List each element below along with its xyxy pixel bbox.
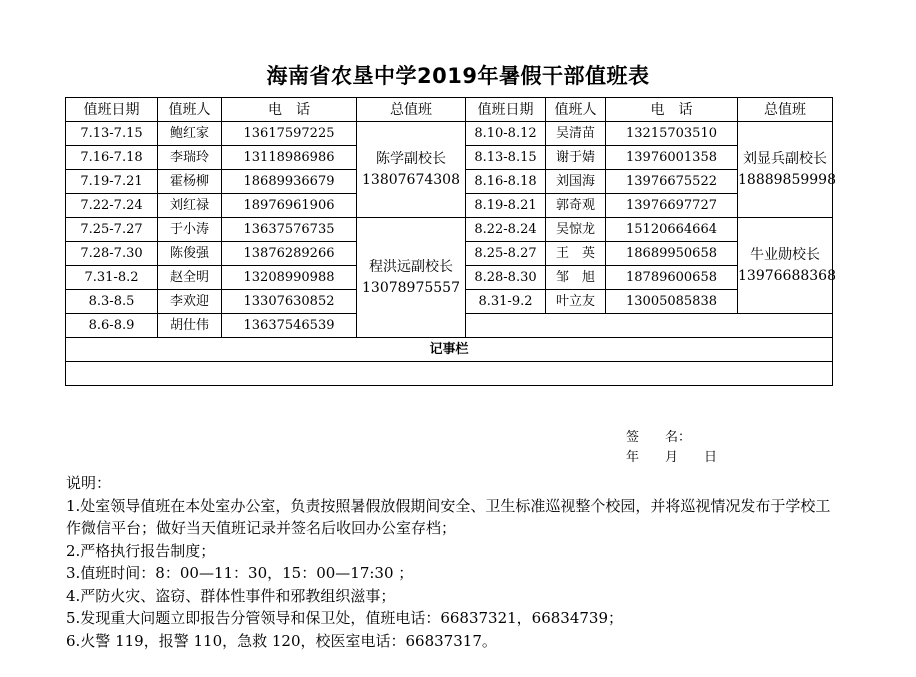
duty-phone: 13976001358 xyxy=(606,146,738,170)
explanation-heading: 说明： xyxy=(66,474,112,492)
explanation-item: 3.值班时间：8：00—11：30，15：00—17:30 ； xyxy=(66,564,414,582)
table-row xyxy=(66,218,833,242)
sign-date-label: 年 月 日 xyxy=(626,450,718,465)
header-date: 值班日期 xyxy=(66,98,158,122)
header-person: 值班人 xyxy=(546,98,606,122)
supervisor-phone: 18889859998 xyxy=(738,171,836,188)
duty-date: 7.13-7.15 xyxy=(66,122,158,146)
duty-date: 8.25-8.27 xyxy=(466,242,546,266)
duty-phone: 13637576735 xyxy=(222,218,357,242)
duty-phone: 13118986986 xyxy=(222,146,357,170)
explanation-item: 1.处室领导值班在本处室办公室，负责按照暑假放假期间安全、卫生标准巡视整个校园，并将巡视情况发布于学校工作微信平台；做好当天值班记录并签名后收回办公室存档； xyxy=(66,496,831,537)
duty-date: 8.19-8.21 xyxy=(466,194,546,218)
duty-phone: 13208990988 xyxy=(222,266,357,290)
header-person: 值班人 xyxy=(158,98,222,122)
duty-phone: 13876289266 xyxy=(222,242,357,266)
duty-date: 8.28-8.30 xyxy=(466,266,546,290)
duty-phone: 13617597225 xyxy=(222,122,357,146)
notes-title: 记事栏 xyxy=(66,338,833,362)
duty-phone: 13637546539 xyxy=(222,314,357,338)
supervisor-name: 程洪远副校长 xyxy=(369,258,453,275)
duty-person: 吴清苗 xyxy=(546,122,606,146)
duty-phone: 18689950658 xyxy=(606,242,738,266)
duty-person: 李瑞玲 xyxy=(158,146,222,170)
duty-date: 8.22-8.24 xyxy=(466,218,546,242)
duty-phone: 13215703510 xyxy=(606,122,738,146)
duty-date: 8.3-8.5 xyxy=(66,290,158,314)
explanation xyxy=(66,472,841,652)
signature-block xyxy=(626,428,717,468)
duty-phone: 13005085838 xyxy=(606,290,738,314)
header-row xyxy=(66,98,833,122)
duty-person: 于小涛 xyxy=(158,218,222,242)
duty-date: 7.28-7.30 xyxy=(66,242,158,266)
duty-person: 陈俊强 xyxy=(158,242,222,266)
duty-phone: 13976675522 xyxy=(606,170,738,194)
duty-date: 8.13-8.15 xyxy=(466,146,546,170)
notes-area xyxy=(66,362,833,465)
notes-header-row xyxy=(66,338,833,362)
supervisor-phone: 13976688368 xyxy=(738,267,836,284)
duty-phone: 18976961906 xyxy=(222,194,357,218)
duty-phone: 18689936679 xyxy=(222,170,357,194)
duty-person: 谢于婧 xyxy=(546,146,606,170)
duty-phone: 13976697727 xyxy=(606,194,738,218)
table-row xyxy=(66,122,833,146)
sign-name-label: 签 名： xyxy=(626,430,692,445)
duty-person: 刘红禄 xyxy=(158,194,222,218)
duty-person: 赵全明 xyxy=(158,266,222,290)
explanation-item: 2.严格执行报告制度； xyxy=(66,541,216,560)
duty-phone: 13307630852 xyxy=(222,290,357,314)
duty-date: 8.10-8.12 xyxy=(466,122,546,146)
header-phone: 电 话 xyxy=(222,98,357,122)
page-title: 海南省农垦中学2019年暑假干部值班表 xyxy=(266,64,650,88)
duty-person: 吴惊龙 xyxy=(546,218,606,242)
duty-date: 7.31-8.2 xyxy=(66,266,158,290)
duty-date: 7.16-7.18 xyxy=(66,146,158,170)
duty-person: 李欢迎 xyxy=(158,290,222,314)
header-date: 值班日期 xyxy=(466,98,546,122)
duty-phone: 18789600658 xyxy=(606,266,738,290)
supervisor-name: 牛业勋校长 xyxy=(750,246,820,263)
duty-date: 7.22-7.24 xyxy=(66,194,158,218)
supervisor-cell xyxy=(357,218,466,338)
empty-cell xyxy=(466,314,833,338)
duty-date: 7.19-7.21 xyxy=(66,170,158,194)
supervisor-cell xyxy=(738,122,836,218)
header-phone: 电 话 xyxy=(606,98,738,122)
supervisor-cell xyxy=(357,122,466,218)
supervisor-cell xyxy=(738,218,836,314)
header-supervisor: 总值班 xyxy=(357,98,466,122)
duty-phone: 15120664664 xyxy=(606,218,738,242)
supervisor-name: 刘显兵副校长 xyxy=(743,150,827,167)
supervisor-name: 陈学副校长 xyxy=(376,150,446,167)
duty-date: 8.31-9.2 xyxy=(466,290,546,314)
supervisor-phone: 13807674308 xyxy=(362,171,460,188)
explanation-item: 4.严防火灾、盗窃、群体性事件和邪教组织滋事； xyxy=(66,586,396,605)
duty-person: 邹 旭 xyxy=(546,266,606,290)
duty-date: 7.25-7.27 xyxy=(66,218,158,242)
duty-person: 鲍红家 xyxy=(158,122,222,146)
duty-person: 叶立友 xyxy=(546,290,606,314)
duty-date: 8.6-8.9 xyxy=(66,314,158,338)
duty-person: 王 英 xyxy=(546,242,606,266)
duty-person: 郭奇观 xyxy=(546,194,606,218)
duty-person: 刘国海 xyxy=(546,170,606,194)
duty-date: 8.16-8.18 xyxy=(466,170,546,194)
explanation-item: 6.火警 119，报警 110，急救 120，校医室电话：66837317。 xyxy=(66,631,497,650)
notes-row xyxy=(66,362,833,386)
supervisor-phone: 13078975557 xyxy=(362,279,460,296)
duty-person: 胡仕伟 xyxy=(158,314,222,338)
duty-person: 霍杨柳 xyxy=(158,170,222,194)
header-supervisor: 总值班 xyxy=(738,98,833,122)
duty-table xyxy=(65,97,836,465)
explanation-item: 5.发现重大问题立即报告分管领导和保卫处，值班电话：66837321，66834739； xyxy=(66,609,624,627)
